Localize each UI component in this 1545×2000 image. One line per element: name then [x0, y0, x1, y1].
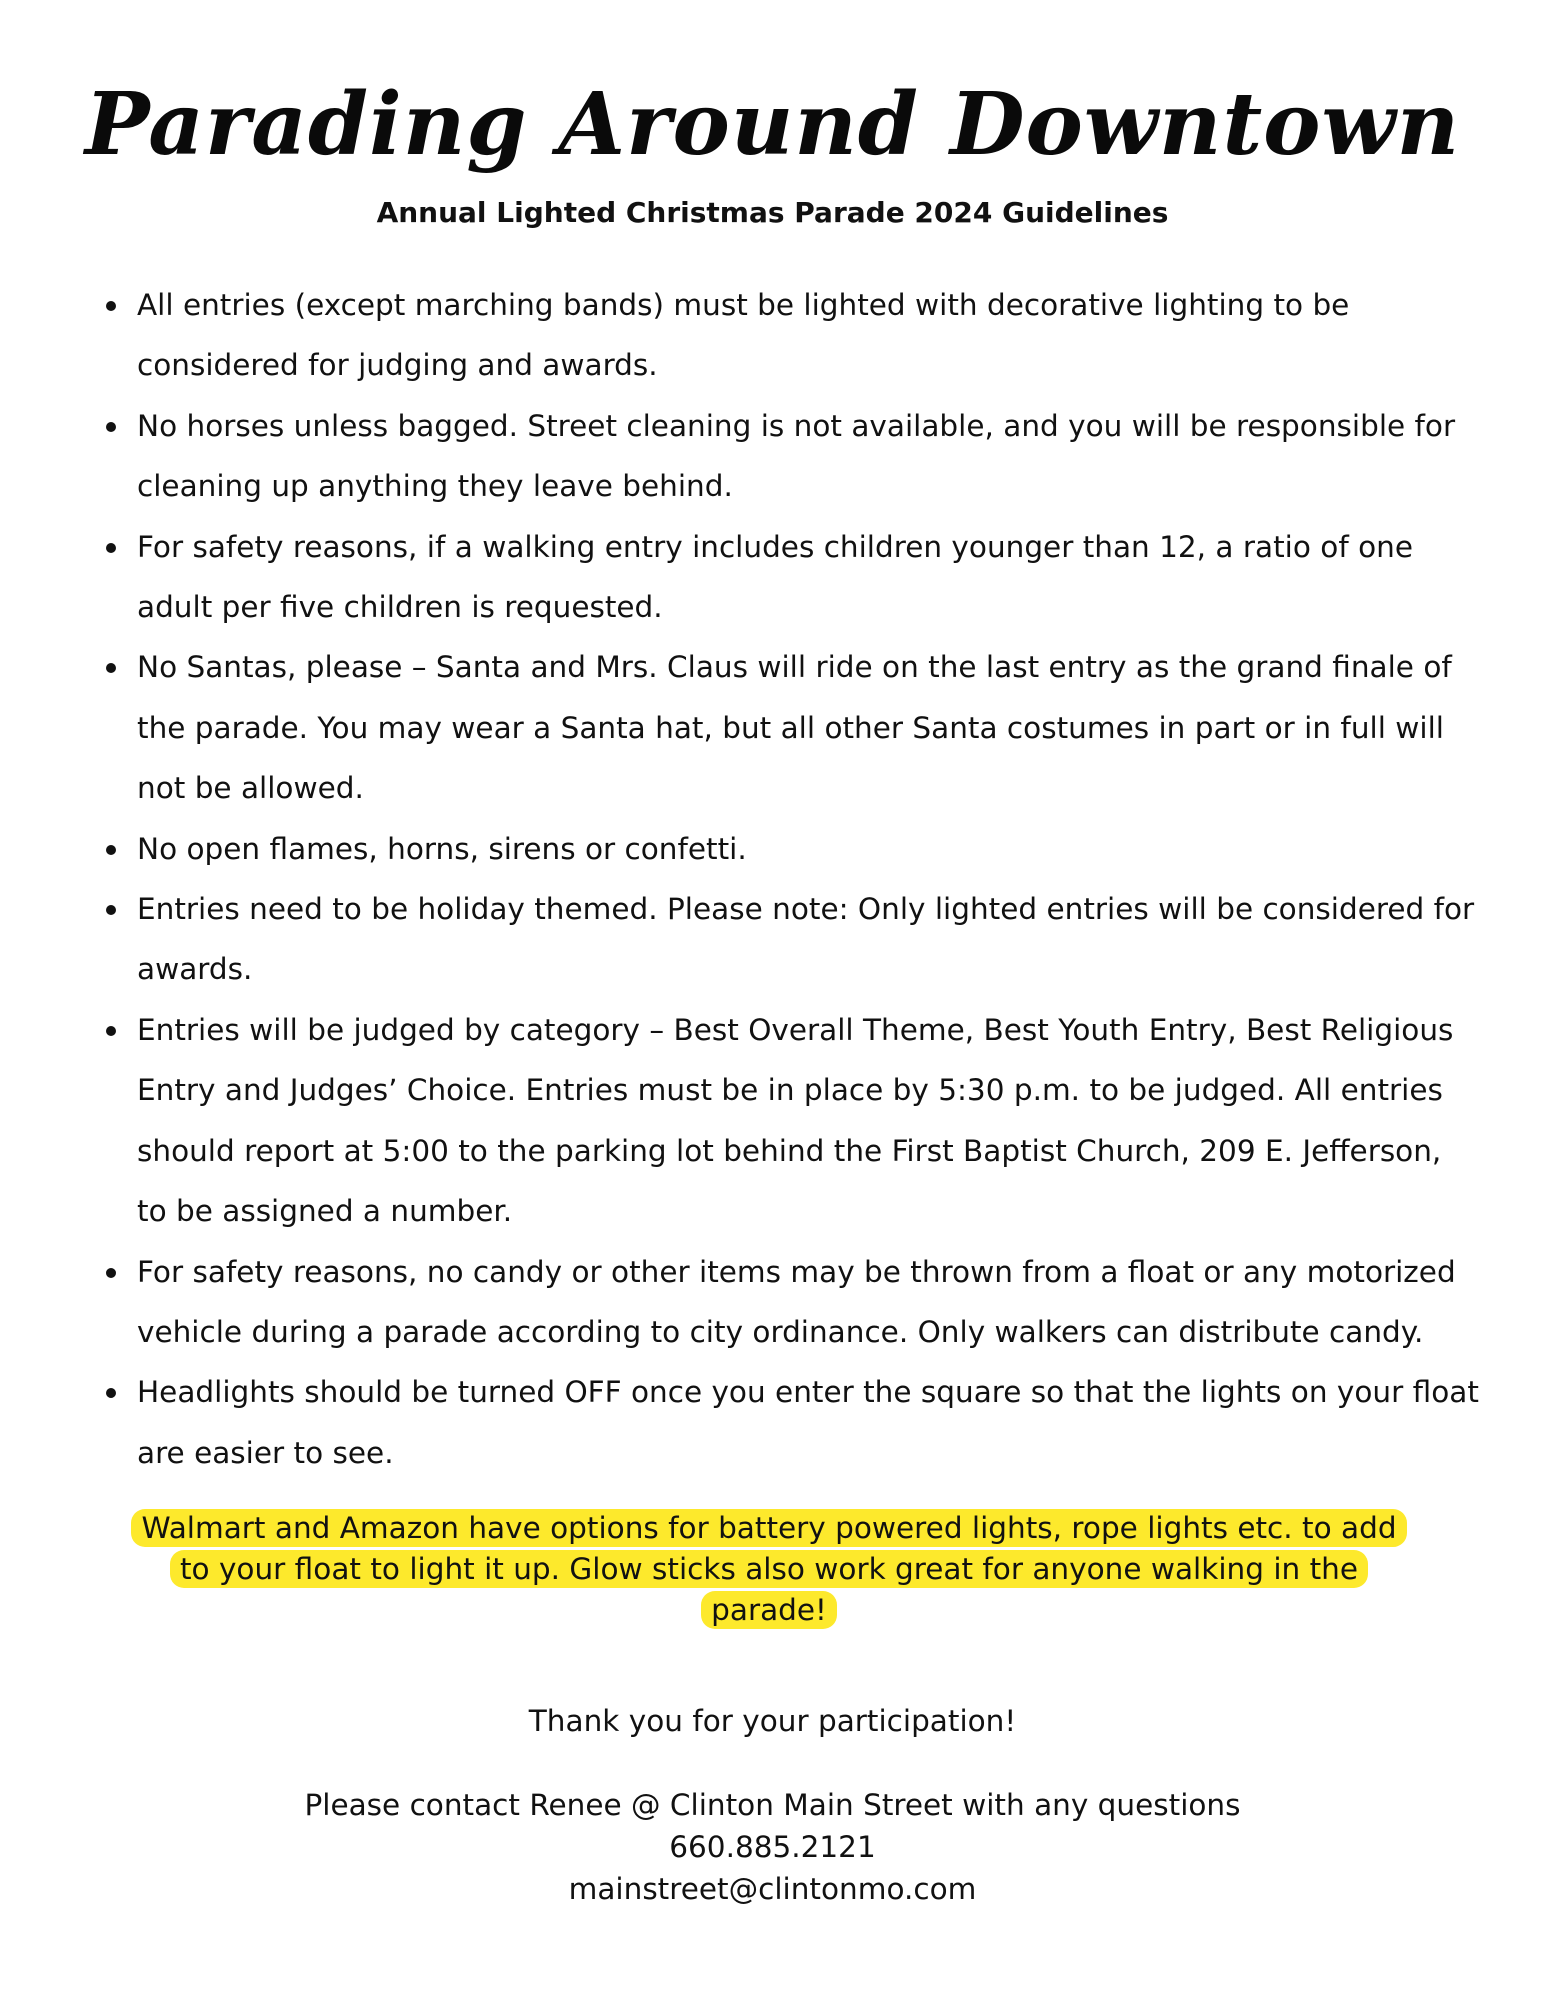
guideline-item	[100, 1362, 1480, 1483]
page-title: Parading Around Downtown	[84, 74, 1461, 175]
lighting-tip	[126, 1508, 1412, 1631]
guideline-text: Entries need to be holiday themed. Please note: Only lighted entries will be considered for awards.	[137, 892, 1475, 987]
guideline-text: All entries (except marching bands) must be lighted with decorative lighting to be considered for judging and awards.	[137, 288, 1350, 383]
guideline-text: Headlights should be turned OFF once you enter the square so that the lights on your float are easier to see.	[137, 1375, 1479, 1470]
bullet-icon	[106, 422, 116, 432]
contact-line: Please contact Renee @ Clinton Main Street with any questions	[304, 1788, 1241, 1822]
contact-phone: 660.885.2121	[669, 1830, 876, 1864]
guideline-item	[100, 819, 1480, 879]
guidelines-list	[100, 275, 1480, 1483]
page-subtitle: Annual Lighted Christmas Parade 2024 Guidelines	[376, 196, 1169, 229]
guideline-item	[100, 637, 1480, 818]
guideline-text: No Santas, please – Santa and Mrs. Claus will ride on the last entry as the grand finale of the parade. You may wear a Santa hat, but all other Santa costumes in part or in full will not be allowed.	[137, 650, 1452, 806]
guideline-text: No horses unless bagged. Street cleaning is not available, and you will be responsible for cleaning up anything they leave behind.	[137, 408, 1456, 504]
bullet-icon	[106, 543, 116, 553]
guideline-item	[100, 517, 1480, 638]
guideline-item	[100, 1000, 1480, 1242]
bullet-icon	[106, 1388, 116, 1398]
guideline-item	[100, 879, 1480, 1000]
guideline-text: For safety reasons, if a walking entry includes children younger than 12, a ratio of one adult per five children is requested.	[137, 529, 1413, 625]
bullet-icon	[106, 905, 116, 915]
bullet-icon	[106, 301, 116, 311]
guideline-item	[100, 275, 1480, 396]
contact-email: mainstreet@clintonmo.com	[568, 1872, 977, 1906]
guideline-text: For safety reasons, no candy or other items may be thrown from a float or any motorized vehicle during a parade according to city ordinance. Only walkers can distribute candy.	[137, 1254, 1456, 1349]
bullet-icon	[106, 1268, 116, 1278]
bullet-icon	[106, 663, 116, 673]
thank-you-note: Thank you for your participation!	[528, 1704, 1017, 1738]
bullet-icon	[106, 845, 116, 855]
guideline-item	[100, 1242, 1480, 1363]
guideline-text: No open flames, horns, sirens or confetti.	[137, 831, 747, 866]
guideline-text: Entries will be judged by category – Best Overall Theme, Best Youth Entry, Best Religious Entry and Judges’ Choice. Entries must be in place by 5:30 p.m. to be judged. All entries should report at 5:00 to the parking lot behind the First Baptist Church, 209 E. Jefferson, to be assigned a number.	[137, 1012, 1454, 1229]
bullet-icon	[106, 1026, 116, 1036]
highlighted-tip-text: Walmart and Amazon have options for battery powered lights, rope lights etc. to add to your float to light it up. Glow sticks also work great for anyone walking in the parade!	[131, 1509, 1406, 1629]
guideline-item	[100, 396, 1480, 517]
